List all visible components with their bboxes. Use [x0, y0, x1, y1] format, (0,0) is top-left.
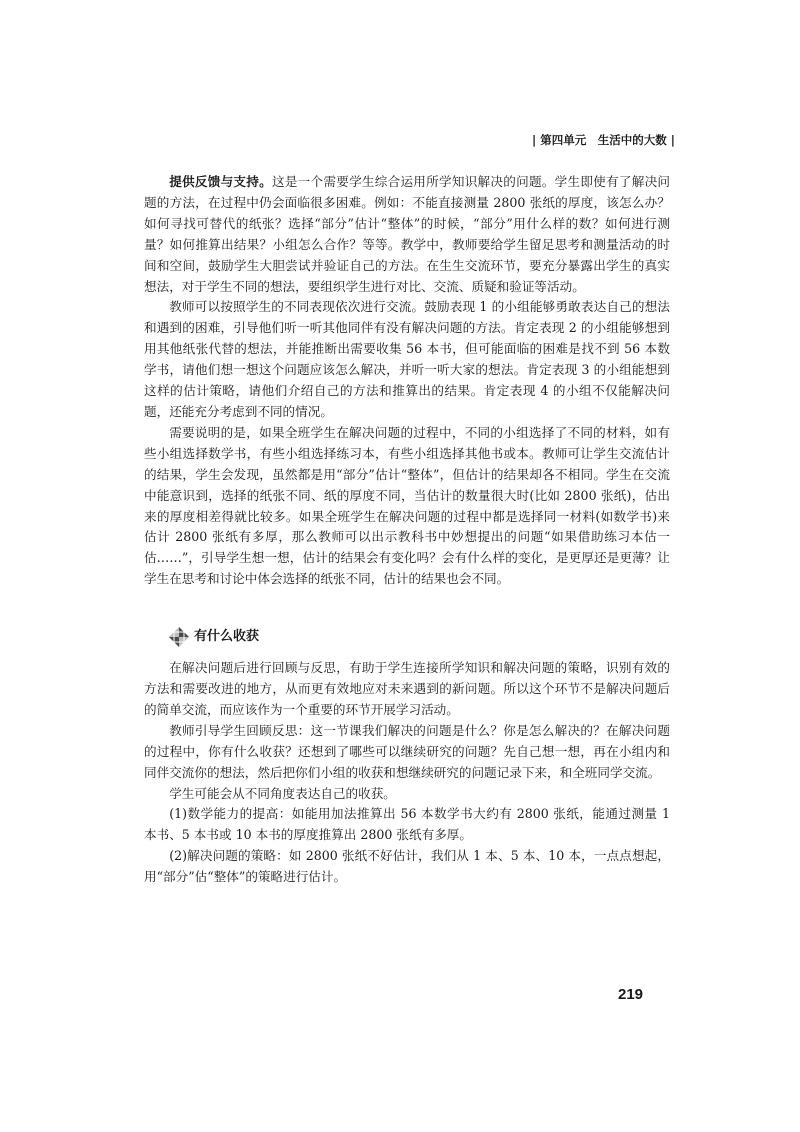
body-text — [144, 172, 670, 888]
running-head-title: 第四单元 生活中的大数 — [540, 133, 667, 147]
paragraph-2: 教师可以按照学生的不同表现依次进行交流。鼓励表现 1 的小组能够勇敢表达自己的想法和遇到的困难，引导他们听一听其他同伴有没有解决问题的方法。肯定表现 2 的小组能够想到用其他纸张代替的想法，并能推断出需要收集 56 本书，但可能面临的困难是找不到 56 本数学书，请他们想一想这个问题应该怎么解决，并听一听大家的想法。肯定表现 3 的小组能想到这样的估计策略，请他们介绍自己的方法和推算出的结果。肯定表现 4 的小组不仅能解决问题，还能充分考虑到不同的情况。 — [144, 299, 670, 419]
page-number: 219 — [618, 986, 644, 1003]
paragraph-8: (2)解决问题的策略：如 2800 张纸不好估计，我们从 1 本、5 本、10 本，一点点想起，用“部分”估“整体”的策略进行估计。 — [144, 848, 670, 885]
paragraph-1 — [144, 172, 670, 297]
paragraph-4: 在解决问题后进行回顾与反思，有助于学生连接所学知识和解决问题的策略，识别有效的方法和需要改进的地方，从而更有效地应对未来遇到的新问题。所以这个环节不是解决问题后的简单交流，而应该作为一个重要的环节开展学习活动。 — [144, 660, 670, 717]
paragraph-7: (1)数学能力的提高：如能用加法推算出 56 本数学书大约有 2800 张纸，能通过测量 1 本书、5 本书或 10 本书的厚度推算出 2800 张纸有多厚。 — [144, 806, 670, 843]
diamond-icon — [168, 626, 190, 648]
running-head — [532, 132, 675, 148]
paragraph-3: 需要说明的是，如果全班学生在解决问题的过程中，不同的小组选择了不同的材料，如有些小组选择数学书，有些小组选择练习本，有些小组选择其他书或本。教师可让学生交流估计的结果，学生会发现，虽然都是用“部分”估计“整体”，但估计的结果却各不相同。学生在交流中能意识到，选择的纸张不同、纸的厚度不同，当估计的数量很大时(比如 2800 张纸)，估出来的厚度相差得就比较多。如果全班学生在解决问题的过程中都是选择同一材料(如数学书)来估计 2800 张纸有多厚，那么教师可以出示教科书中妙想提出的问题“如果借助练习本估一估……”，引导学生想一想，估计的结果会有变化吗？会有什么样的变化，是更厚还是更薄？让学生在思考和讨论中体会选择的纸张不同，估计的结果也会不同。 — [144, 424, 670, 587]
paragraph-5: 教师引导学生回顾反思：这一节课我们解决的问题是什么？你是怎么解决的？在解决问题的过程中，你有什么收获？还想到了哪些可以继续研究的问题？先自己想一想，再在小组内和同伴交流你的想法，然后把你们小组的收获和想继续研究的问题记录下来，和全班同学交流。 — [144, 722, 670, 780]
paragraph-1-text: 这是一个需要学生综合运用所学知识解决的问题。学生即使有了解决问题的方法，在过程中仍会面临很多困难。例如：不能直接测量 2800 张纸的厚度，该怎么办？如何寻找可替代的纸张？选择“部分”估计“整体”的时候，“部分”用什么样的数？如何进行测量？如何推算出结果？小组怎么合作？等等。教学中，教师要给学生留足思考和测量活动的时间和空间，鼓励学生大胆尝试并验证自己的方法。在生生交流环节，要充分暴露出学生的真实想法，对于学生不同的想法，要组织学生进行对比、交流、质疑和验证等活动。 — [144, 174, 671, 294]
running-head-bar-right: | — [670, 133, 675, 147]
section-title: 有什么收获 — [194, 628, 260, 644]
running-head-bar-left: | — [532, 133, 537, 147]
section-heading — [144, 626, 670, 648]
paragraph-6: 学生可能会从不同角度表达自己的收获。 — [169, 785, 396, 801]
paragraph-1-lead: 提供反馈与支持。 — [169, 174, 272, 189]
